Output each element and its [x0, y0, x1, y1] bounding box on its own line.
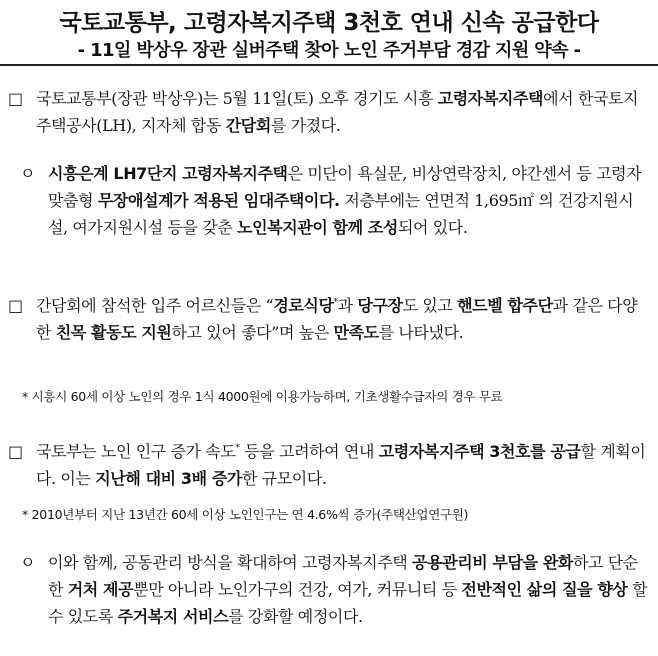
text: 할 수 있도록 [48, 580, 648, 626]
highlight-text: 노인복지관이 함께 조성 [237, 218, 398, 237]
paragraph-supply-plan [36, 438, 648, 492]
footnote-mark: * [22, 507, 28, 522]
highlight-text: 주거복지 서비스 [117, 607, 229, 626]
highlight-text: 당구장 [357, 296, 403, 315]
highlight-text: 고령자복지주택 3천호를 공급 [378, 442, 581, 461]
circle-bullet: ㅇ [20, 553, 36, 572]
text: 되어 있다. [397, 218, 468, 237]
footnote-meal [22, 387, 502, 405]
text: 를 강화할 예정이다. [228, 607, 363, 626]
highlight-text: 친목 활동도 지원 [55, 323, 172, 342]
highlight-text: 전반적인 삶의 질을 향상 [461, 580, 628, 599]
text: 하고 단순한 [48, 553, 638, 599]
highlight-text: 지난해 대비 3배 증가 [95, 469, 242, 488]
title-divider [0, 64, 658, 66]
text: 에서 한국토지주택공사(LH), 지자체 합동 [36, 89, 639, 135]
text: 간담회에 참석한 입주 어르신들은 “ [36, 296, 274, 315]
text: 할 계획이다. 이는 [36, 442, 646, 488]
highlight-text: 거처 제공 [67, 580, 134, 599]
circle-bullet: ㅇ [20, 164, 36, 183]
footnote-mark: * [333, 297, 338, 308]
highlight-text: 핸드벨 합주단 [457, 296, 553, 315]
paragraph-services [48, 549, 648, 630]
text: 뿐만 아니라 노인가구의 건강, 여가, 커뮤니티 등 [133, 580, 462, 599]
footnote-population [22, 505, 468, 523]
text: 과 같은 다양한 [36, 296, 638, 342]
highlight-text: 경로식당 [273, 296, 334, 315]
text: 과 [337, 296, 358, 315]
highlight-text: 무장애설계가 적용된 임대주택이다. [97, 191, 340, 210]
text: 은 미단이 욕실문, 비상연락장치, 야간센서 등 고령자 맞춤형 [48, 164, 642, 210]
text: 하고 있어 좋다”며 높은 [171, 323, 334, 342]
square-bullet: □ [8, 442, 24, 461]
text: 등을 고려하여 연내 [239, 442, 379, 461]
footnote-mark: * [235, 443, 240, 454]
text: 국토교통부(장관 박상우)는 5월 11일(토) 오후 경기도 시흥 [36, 89, 438, 108]
footnote-text: 시흥시 60세 이상 노인의 경우 1식 4000원에 이용가능하며, 기초생활수급자의 경우 무료 [31, 389, 503, 404]
text: 저층부에는 연면적 1,695㎡ 의 건강지원시설, 여가지원시설 등을 갖춘 [48, 191, 634, 237]
text: 국토부는 노인 인구 증가 속도 [36, 442, 236, 461]
page-title: 국토교통부, 고령자복지주택 3천호 연내 신속 공급한다 [59, 10, 599, 36]
text: 한 규모이다. [241, 469, 327, 488]
highlight-text: 간담회 [225, 116, 271, 135]
footnote-mark: * [22, 389, 28, 404]
footnote-text: 2010년부터 지난 13년간 60세 이상 노인인구는 연 4.6%씩 증가(주택산업연구원) [31, 507, 469, 522]
highlight-text: 만족도 [333, 323, 379, 342]
text: 이와 함께, 공동관리 방식을 확대하여 고령자복지주택 [48, 553, 413, 572]
text: 를 가졌다. [270, 116, 341, 135]
paragraph-residents [36, 292, 648, 346]
highlight-text: 시흥은계 LH7단지 고령자복지주택 [48, 164, 288, 183]
square-bullet: □ [8, 296, 24, 315]
square-bullet: □ [8, 89, 24, 108]
text: 를 나타냈다. [378, 323, 464, 342]
text: 도 있고 [402, 296, 458, 315]
paragraph-housing [48, 160, 648, 241]
highlight-text: 공용관리비 부담을 완화 [412, 553, 573, 572]
page-subtitle: - 11일 박상우 장관 실버주택 찾아 노인 주거부담 경감 지원 약속 - [77, 40, 581, 61]
paragraph-meeting [36, 85, 648, 139]
highlight-text: 고령자복지주택 [437, 89, 544, 108]
